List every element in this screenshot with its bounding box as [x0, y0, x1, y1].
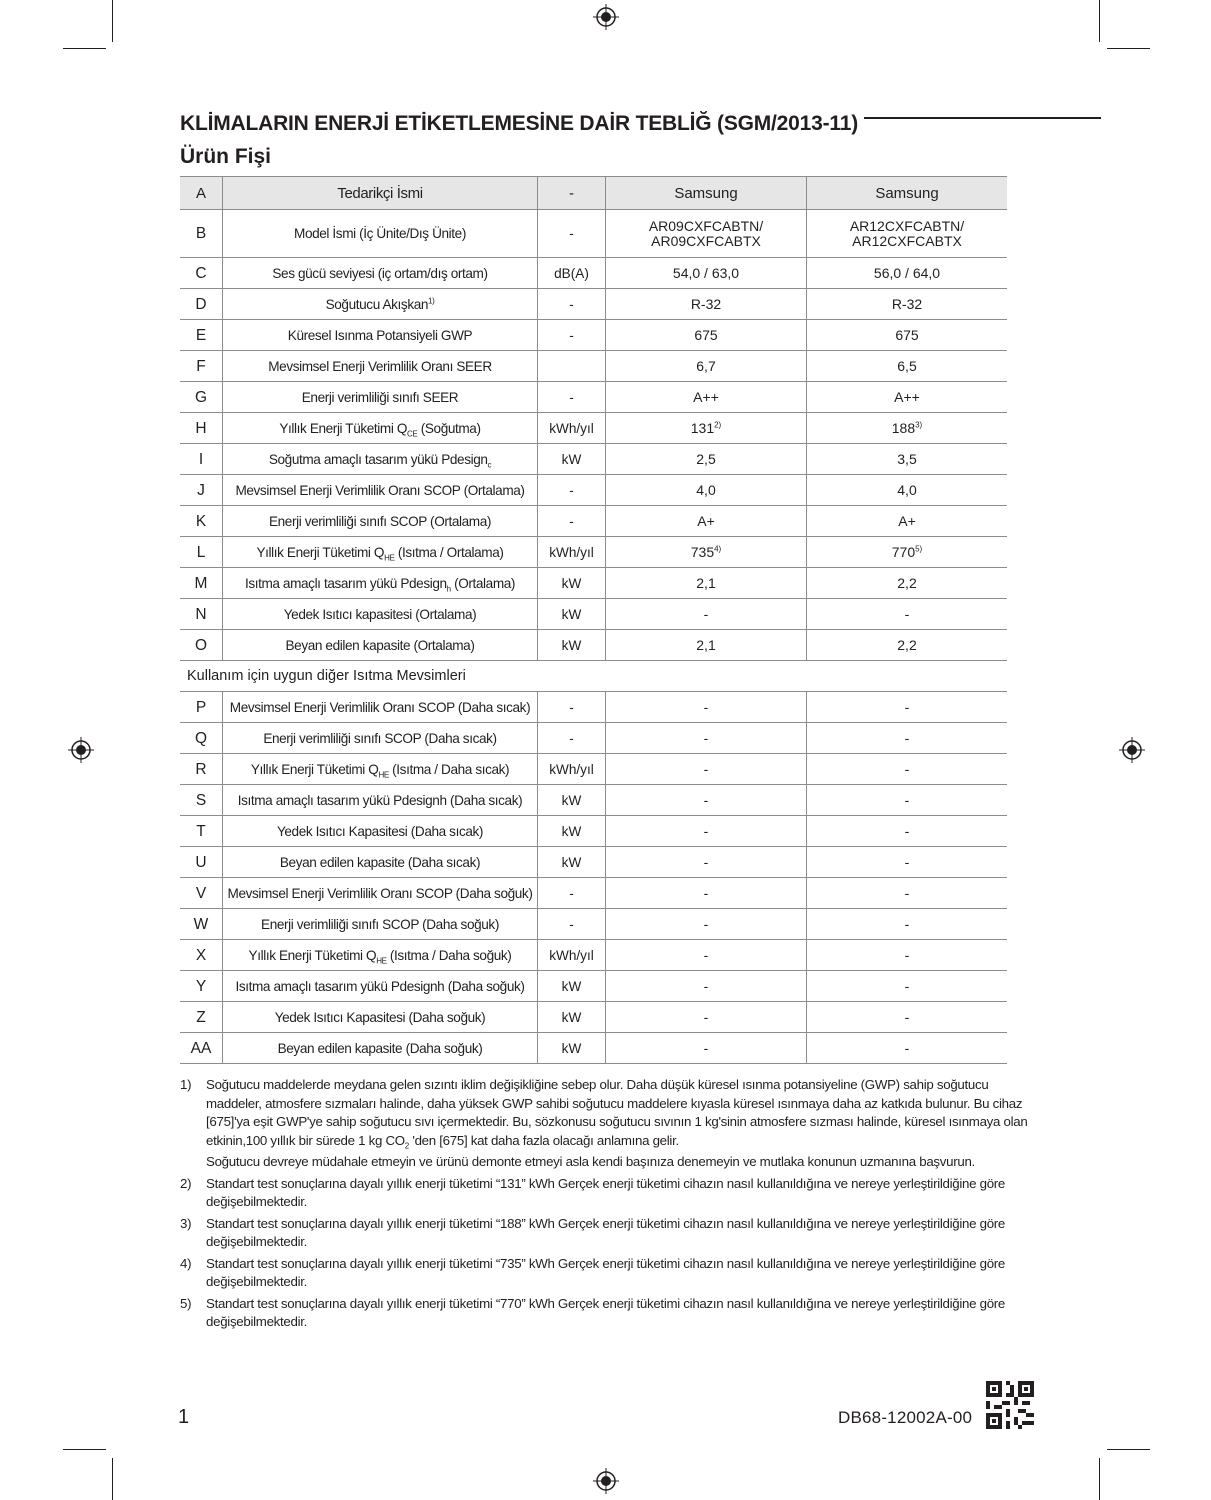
value-model-1: - — [606, 785, 807, 816]
table-row — [180, 630, 1007, 661]
row-unit: kW — [538, 1002, 606, 1033]
qr-code-icon — [986, 1381, 1034, 1429]
crop-mark — [112, 1458, 113, 1500]
row-label-subscript: c — [487, 460, 492, 470]
footnote-number: 4) — [180, 1255, 192, 1271]
table-row — [180, 320, 1007, 351]
model-2-outdoor: AR12CXFCABTX — [852, 232, 962, 249]
table-row — [180, 1002, 1007, 1033]
row-unit: kWh/yıl — [538, 537, 606, 568]
value-model-1: 2,1 — [606, 630, 807, 661]
footnote-2 — [180, 1175, 1030, 1212]
row-unit: kW — [538, 568, 606, 599]
value-model-2: - — [807, 940, 1008, 971]
footnote-ref: 3) — [915, 419, 923, 429]
crop-mark — [63, 1449, 106, 1450]
row-code: M — [180, 568, 223, 599]
row-label: Beyan edilen kapasite (Ortalama) — [223, 630, 538, 661]
row-label-text: Soğutma amaçlı tasarım yükü Pdesign — [268, 451, 488, 467]
value-model-2 — [807, 210, 1008, 258]
crop-mark — [112, 0, 113, 42]
page-number: 1 — [178, 1406, 190, 1428]
value-model-1: - — [606, 723, 807, 754]
footnote-ref: 1) — [428, 295, 435, 305]
row-label — [223, 754, 538, 785]
row-unit: kWh/yıl — [538, 413, 606, 444]
row-label — [223, 444, 538, 475]
row-unit: - — [538, 692, 606, 723]
row-label — [223, 537, 538, 568]
section-row — [180, 661, 1007, 692]
row-label-subscript: CE — [407, 429, 418, 439]
row-label: Model İsmi (İç Ünite/Dış Ünite) — [223, 210, 538, 258]
value-model-2: - — [807, 692, 1008, 723]
value-model-2: - — [807, 1002, 1008, 1033]
row-label: Enerji verimliliği sınıfı SCOP (Daha soğuk) — [223, 909, 538, 940]
table-row — [180, 754, 1007, 785]
footnote-4 — [180, 1255, 1030, 1292]
value-model-2 — [807, 413, 1008, 444]
row-code: P — [180, 692, 223, 723]
value-text: 735 — [690, 543, 715, 560]
row-unit: - — [538, 475, 606, 506]
row-code: I — [180, 444, 223, 475]
table-row — [180, 413, 1007, 444]
row-code: Z — [180, 1002, 223, 1033]
row-unit: kW — [538, 847, 606, 878]
row-label-suffix: (Soğutma) — [417, 420, 481, 436]
footnote-number: 3) — [180, 1215, 192, 1231]
table-row — [180, 909, 1007, 940]
row-label-text: Yıllık Enerji Tüketimi Q — [256, 544, 385, 560]
section-heading: Kullanım için uygun diğer Isıtma Mevsimleri — [180, 661, 1007, 692]
product-fiche-table — [180, 176, 1007, 1064]
value-model-2: - — [807, 971, 1008, 1002]
table-row — [180, 475, 1007, 506]
row-label: Isıtma amaçlı tasarım yükü Pdesignh (Daha sıcak) — [223, 785, 538, 816]
table-row — [180, 568, 1007, 599]
value-model-1: 2,1 — [606, 568, 807, 599]
table-row — [180, 351, 1007, 382]
row-label-subscript: HE — [378, 770, 389, 780]
row-label-suffix: (Isıtma / Daha sıcak) — [388, 761, 510, 777]
value-model-2: - — [807, 754, 1008, 785]
crop-mark — [1107, 48, 1150, 49]
value-model-2: 2,2 — [807, 568, 1008, 599]
footnote-5 — [180, 1295, 1030, 1332]
row-label: Isıtma amaçlı tasarım yükü Pdesignh (Daha soğuk) — [223, 971, 538, 1002]
registration-mark-icon — [68, 737, 94, 763]
row-unit: - — [538, 723, 606, 754]
value-model-2: - — [807, 723, 1008, 754]
footnote-text: Standart test sonuçlarına dayalı yıllık enerji tüketimi “770” kWh Gerçek enerji tüketimi cihazın nasıl kullanıldığına ve nereye yerleştirildiğine göre değişebilmektedir. — [206, 1295, 1006, 1329]
row-label-suffix: (Isıtma / Ortalama) — [394, 544, 504, 560]
row-code: X — [180, 940, 223, 971]
row-code: E — [180, 320, 223, 351]
footnote-number: 5) — [180, 1295, 192, 1311]
value-model-1 — [606, 210, 807, 258]
row-code: T — [180, 816, 223, 847]
table-row — [180, 816, 1007, 847]
row-label: Küresel Isınma Potansiyeli GWP — [223, 320, 538, 351]
value-model-2: 6,5 — [807, 351, 1008, 382]
value-model-1: - — [606, 816, 807, 847]
registration-mark-icon — [1119, 737, 1145, 763]
row-code: D — [180, 289, 223, 320]
row-unit: kW — [538, 599, 606, 630]
value-model-1: - — [606, 909, 807, 940]
row-code: C — [180, 258, 223, 289]
table-row — [180, 971, 1007, 1002]
value-model-1: R-32 — [606, 289, 807, 320]
table-row — [180, 878, 1007, 909]
row-unit: kW — [538, 444, 606, 475]
value-model-1: A+ — [606, 506, 807, 537]
table-row — [180, 289, 1007, 320]
table-row — [180, 258, 1007, 289]
footnotes — [180, 1076, 1030, 1335]
row-code: L — [180, 537, 223, 568]
value-model-2: - — [807, 1033, 1008, 1064]
footnote-text: Soğutucu maddelerde meydana gelen sızıntı iklim değişikliğine sebep olur. Daha düşük küresel ısınma potansiyeline (GWP) sahip soğutucu maddeler, atmosfere sızmaları halinde, daha yüksek GWP sahibi soğutucu maddelere kıyasla küresel ısınmaya daha az katkıda bulunur. Bu cihaz [675]'ya eşit GWP'ye sahip soğutucu sıvı içermektedir. Bu, sözkonusu soğutucu sıvının 1 kg'sinin atmosfere sızması halinde, küresel ısınmaya olan etkinin,100 yıllık bir sürede 1 kg $CO_2$ 'den [675] kat daha fazla olacağı anlamına gelir. — [206, 1077, 1028, 1151]
value-model-2: - — [807, 785, 1008, 816]
model-1-indoor: AR09CXFCABTN/ — [648, 217, 764, 234]
row-label: Enerji verimliliği sınıfı SEER — [223, 382, 538, 413]
value-model-1: - — [606, 599, 807, 630]
crop-mark — [1107, 1449, 1150, 1450]
row-code: H — [180, 413, 223, 444]
row-label: Mevsimsel Enerji Verimlilik Oranı SCOP (Daha sıcak) — [223, 692, 538, 723]
page-subtitle: Ürün Fişi — [180, 145, 272, 168]
row-label: Enerji verimliliği sınıfı SCOP (Daha sıcak) — [223, 723, 538, 754]
row-label — [223, 568, 538, 599]
row-code: U — [180, 847, 223, 878]
row-code: Y — [180, 971, 223, 1002]
row-code: K — [180, 506, 223, 537]
footnote-text: Soğutucu devreye müdahale etmeyin ve ürünü demonte etmeyi asla kendi başınıza denemeyin ve mutlaka konunun uzmanına başvurun. — [206, 1154, 975, 1169]
value-model-1: - — [606, 1002, 807, 1033]
row-label: Mevsimsel Enerji Verimlilik Oranı SEER — [223, 351, 538, 382]
row-label-text: Yıllık Enerji Tüketimi Q — [250, 761, 379, 777]
row-label: Beyan edilen kapasite (Daha soğuk) — [223, 1033, 538, 1064]
row-label-subscript: h — [446, 584, 451, 594]
row-code: O — [180, 630, 223, 661]
value-model-2: R-32 — [807, 289, 1008, 320]
table-row — [180, 723, 1007, 754]
footnote-number: 1) — [180, 1077, 192, 1092]
row-label: Tedarikçi İsmi — [223, 177, 538, 210]
value-model-1: - — [606, 878, 807, 909]
footnote-ref: 2) — [714, 419, 722, 429]
row-code: F — [180, 351, 223, 382]
row-code: B — [180, 210, 223, 258]
table-row — [180, 599, 1007, 630]
value-model-1: - — [606, 692, 807, 723]
row-code: S — [180, 785, 223, 816]
row-unit: - — [538, 210, 606, 258]
row-label-suffix: (Ortalama) — [450, 575, 516, 591]
row-code: J — [180, 475, 223, 506]
row-unit: kWh/yıl — [538, 754, 606, 785]
registration-mark-icon — [593, 4, 619, 30]
footnote-text: Standart test sonuçlarına dayalı yıllık enerji tüketimi “735” kWh Gerçek enerji tüketimi cihazın nasıl kullanıldığına ve nereye yerleştirildiğine göre değişebilmektedir. — [206, 1255, 1006, 1289]
row-label: Yedek Isıtıcı Kapasitesi (Daha sıcak) — [223, 816, 538, 847]
value-model-1: 4,0 — [606, 475, 807, 506]
value-model-1: 2,5 — [606, 444, 807, 475]
value-model-2: - — [807, 909, 1008, 940]
row-unit: kWh/yıl — [538, 940, 606, 971]
value-model-2: Samsung — [807, 177, 1008, 210]
row-unit: - — [538, 320, 606, 351]
table-row — [180, 940, 1007, 971]
value-model-2: - — [807, 599, 1008, 630]
row-label — [223, 940, 538, 971]
row-label-text: Yıllık Enerji Tüketimi Q — [248, 947, 377, 963]
value-model-2: - — [807, 816, 1008, 847]
value-model-2: A+ — [807, 506, 1008, 537]
value-model-2: - — [807, 878, 1008, 909]
row-code: G — [180, 382, 223, 413]
row-label-subscript: HE — [376, 956, 387, 966]
row-unit: kW — [538, 971, 606, 1002]
value-model-2: 4,0 — [807, 475, 1008, 506]
table-row — [180, 692, 1007, 723]
row-unit — [538, 351, 606, 382]
footnote-1-continued — [180, 1153, 1030, 1172]
table-row — [180, 382, 1007, 413]
crop-mark — [1099, 0, 1100, 42]
value-model-2: 675 — [807, 320, 1008, 351]
crop-mark — [63, 48, 106, 49]
row-code: A — [180, 177, 223, 210]
value-model-1: 675 — [606, 320, 807, 351]
model-2-indoor: AR12CXFCABTN/ — [849, 217, 965, 234]
table-row — [180, 444, 1007, 475]
document-code: DB68-12002A-00 — [838, 1408, 973, 1427]
row-unit: - — [538, 177, 606, 210]
row-unit: - — [538, 382, 606, 413]
crop-mark — [1099, 1458, 1100, 1500]
row-label-suffix: (Isıtma / Daha soğuk) — [386, 947, 512, 963]
row-unit: kW — [538, 630, 606, 661]
row-label — [223, 289, 538, 320]
value-model-1: 6,7 — [606, 351, 807, 382]
row-label: Ses gücü seviyesi (iç ortam/dış ortam) — [223, 258, 538, 289]
row-label: Beyan edilen kapasite (Daha sıcak) — [223, 847, 538, 878]
row-code: W — [180, 909, 223, 940]
value-model-1: - — [606, 940, 807, 971]
row-unit: kW — [538, 1033, 606, 1064]
footnote-text: Standart test sonuçlarına dayalı yıllık enerji tüketimi “131” kWh Gerçek enerji tüketimi cihazın nasıl kullanıldığına ve nereye yerleştirildiğine göre değişebilmektedir. — [206, 1175, 1006, 1209]
row-label-text: Soğutucu Akışkan — [325, 296, 429, 312]
row-label: Yedek Isıtıcı kapasitesi (Ortalama) — [223, 599, 538, 630]
row-code: V — [180, 878, 223, 909]
table-row — [180, 847, 1007, 878]
value-model-1 — [606, 413, 807, 444]
value-model-1 — [606, 537, 807, 568]
row-code: Q — [180, 723, 223, 754]
row-label — [223, 413, 538, 444]
row-unit: - — [538, 289, 606, 320]
model-1-outdoor: AR09CXFCABTX — [651, 232, 761, 249]
value-model-1: - — [606, 754, 807, 785]
value-model-1: 54,0 / 63,0 — [606, 258, 807, 289]
row-unit: - — [538, 909, 606, 940]
value-model-2: A++ — [807, 382, 1008, 413]
value-model-1: - — [606, 971, 807, 1002]
table-row — [180, 537, 1007, 568]
row-label: Mevsimsel Enerji Verimlilik Oranı SCOP (Ortalama) — [223, 475, 538, 506]
value-model-1: Samsung — [606, 177, 807, 210]
row-label: Enerji verimliliği sınıfı SCOP (Ortalama) — [223, 506, 538, 537]
value-model-2: - — [807, 847, 1008, 878]
table-row — [180, 785, 1007, 816]
table-header-row — [180, 177, 1007, 210]
row-label-text: Yıllık Enerji Tüketimi Q — [279, 420, 408, 436]
title-block — [180, 112, 1101, 169]
footnote-number: 2) — [180, 1175, 192, 1191]
footnote-ref: 4) — [714, 543, 722, 553]
row-label-subscript: HE — [384, 553, 395, 563]
row-code: AA — [180, 1033, 223, 1064]
value-text: 770 — [891, 543, 916, 560]
row-label: Mevsimsel Enerji Verimlilik Oranı SCOP (Daha soğuk) — [223, 878, 538, 909]
value-model-2 — [807, 537, 1008, 568]
footnote-1 — [180, 1076, 1030, 1150]
table-row-model — [180, 210, 1007, 258]
footnote-3 — [180, 1215, 1030, 1252]
row-label-text: Isıtma amaçlı tasarım yükü Pdesign — [244, 575, 447, 591]
value-text: 131 — [690, 419, 715, 436]
value-model-1: A++ — [606, 382, 807, 413]
row-label: Yedek Isıtıcı Kapasitesi (Daha soğuk) — [223, 1002, 538, 1033]
row-unit: kW — [538, 785, 606, 816]
footnote-text: Standart test sonuçlarına dayalı yıllık enerji tüketimi “188” kWh Gerçek enerji tüketimi cihazın nasıl kullanıldığına ve nereye yerleştirildiğine göre değişebilmektedir. — [206, 1215, 1006, 1249]
table-row — [180, 1033, 1007, 1064]
value-text: 188 — [891, 419, 916, 436]
row-unit: kW — [538, 816, 606, 847]
value-model-2: 56,0 / 64,0 — [807, 258, 1008, 289]
page-title: KLİMALARIN ENERJİ ETİKETLEMESİNE DAİR TEBLİĞ (SGM/2013-11) — [180, 112, 864, 136]
row-unit: - — [538, 878, 606, 909]
value-model-2: 2,2 — [807, 630, 1008, 661]
value-model-1: - — [606, 847, 807, 878]
table-row — [180, 506, 1007, 537]
value-model-1: - — [606, 1033, 807, 1064]
row-code: N — [180, 599, 223, 630]
row-unit: - — [538, 506, 606, 537]
value-model-2: 3,5 — [807, 444, 1008, 475]
registration-mark-icon — [593, 1468, 619, 1494]
row-unit: dB(A) — [538, 258, 606, 289]
row-code: R — [180, 754, 223, 785]
footnote-ref: 5) — [915, 543, 923, 553]
